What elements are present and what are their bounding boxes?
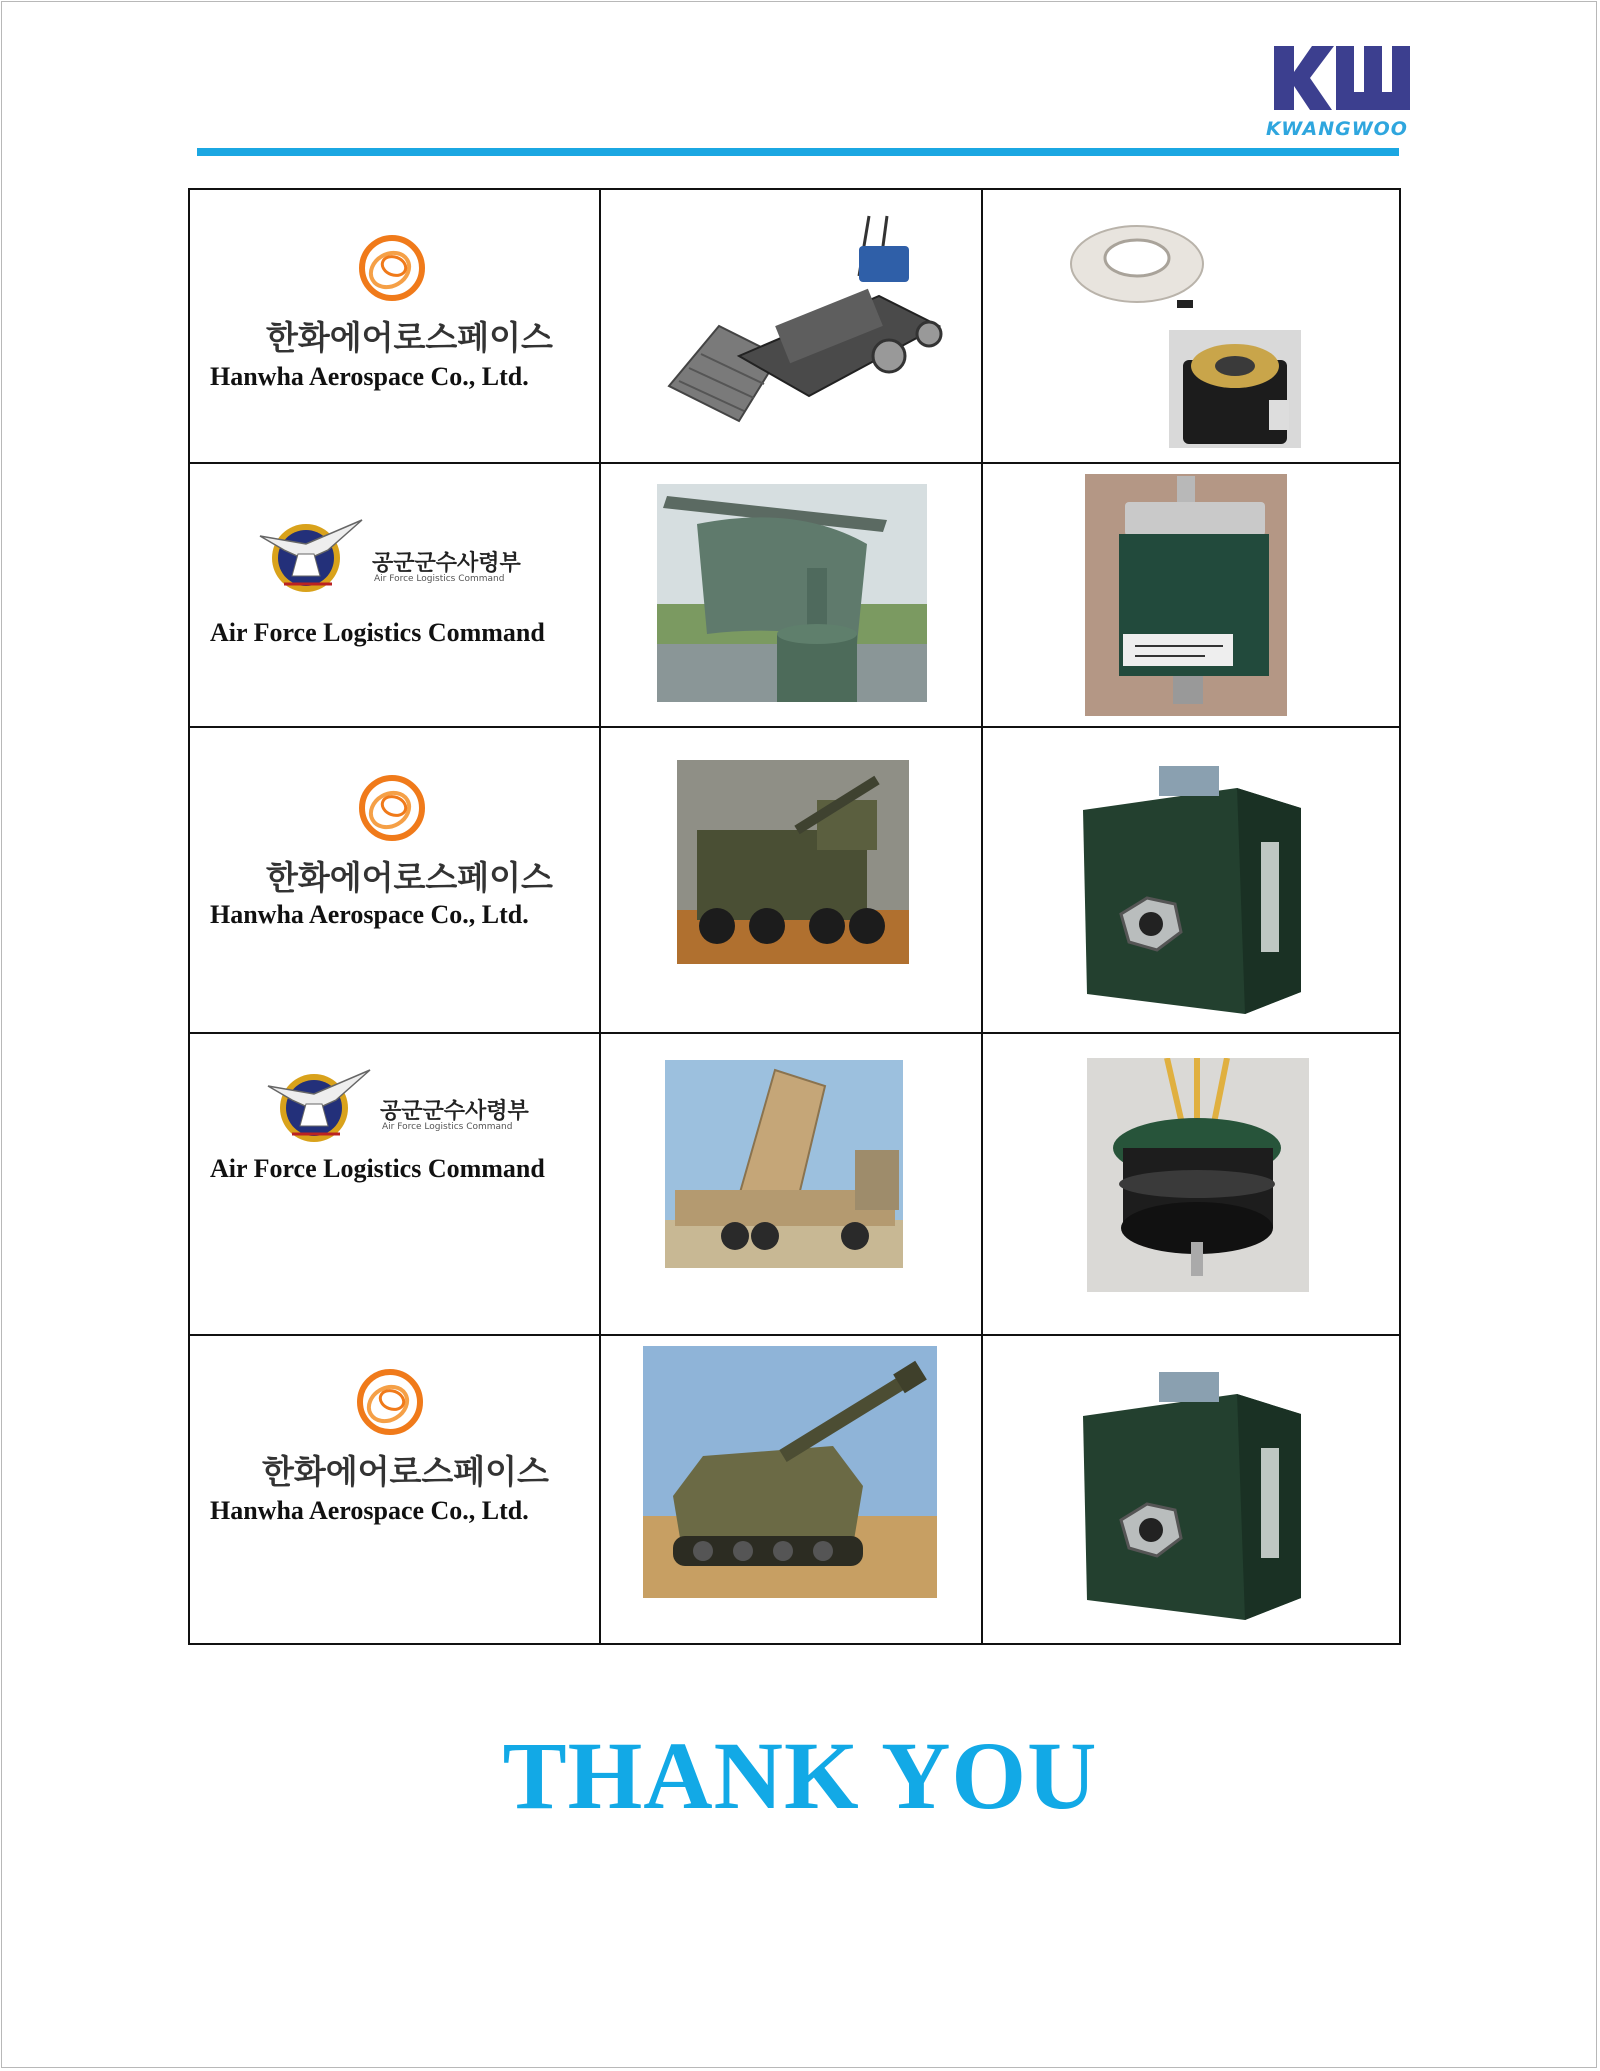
box-encoder-image [1077, 1358, 1307, 1624]
org-name: Hanwha Aerospace Co., Ltd. [210, 1496, 529, 1525]
system-image-cell [601, 190, 983, 462]
cylindrical-encoder-image [1085, 474, 1287, 716]
hanwha-logo-icon [356, 772, 430, 844]
org-korean-name: 한화에어로스페이스 [266, 858, 553, 897]
air-force-emblem-icon [258, 514, 368, 596]
system-image-cell [601, 464, 983, 726]
org-korean-subtitle: Air Force Logistics Command [374, 574, 505, 584]
org-korean-name: 한화에어로스페이스 [266, 318, 553, 357]
header-rule [197, 148, 1399, 156]
kw-logo-mark [1268, 42, 1416, 114]
missile-launcher-image [665, 1060, 903, 1268]
table-row [190, 1336, 1399, 1643]
kwangwoo-logo [1262, 40, 1417, 144]
org-cell [190, 1034, 601, 1334]
part-image-cell [983, 1336, 1399, 1643]
org-cell [190, 464, 601, 726]
org-cell [190, 728, 601, 1032]
customer-table [188, 188, 1401, 1645]
part-image-cell [983, 464, 1399, 726]
hanwha-logo-icon [354, 1366, 428, 1438]
org-name: Hanwha Aerospace Co., Ltd. [210, 900, 529, 929]
howitzer-image [643, 1346, 937, 1598]
slip-ring-image [1067, 214, 1207, 318]
org-korean-subtitle: Air Force Logistics Command [382, 1122, 513, 1132]
box-encoder-image [1077, 752, 1307, 1018]
org-korean-name: 한화에어로스페이스 [262, 1452, 549, 1491]
org-korean-name: 공군군수사령부 [380, 1099, 529, 1124]
org-cell [190, 1336, 601, 1643]
org-name: Hanwha Aerospace Co., Ltd. [210, 362, 529, 391]
system-image-cell [601, 728, 983, 1032]
system-image-cell [601, 1336, 983, 1643]
part-image-cell [983, 190, 1399, 462]
table-row [190, 1034, 1399, 1336]
part-image-cell [983, 1034, 1399, 1334]
system-image-cell [601, 1034, 983, 1334]
table-row [190, 728, 1399, 1034]
truck-gun-image [677, 760, 909, 964]
part-image-cell [983, 728, 1399, 1032]
table-row [190, 190, 1399, 464]
org-name: Air Force Logistics Command [210, 618, 545, 647]
table-row [190, 464, 1399, 728]
radar-antenna-image [657, 484, 927, 702]
encoder-image [1169, 330, 1301, 448]
org-name: Air Force Logistics Command [210, 1154, 545, 1183]
org-korean-name: 공군군수사령부 [372, 551, 521, 576]
org-cell [190, 190, 601, 462]
slip-ring-assembly-image [1087, 1058, 1309, 1292]
air-force-emblem-icon [266, 1064, 376, 1146]
hanwha-logo-icon [356, 232, 430, 304]
kwangwoo-wordmark: KWANGWOO [1266, 118, 1408, 140]
ground-vehicle-image [659, 206, 949, 448]
thank-you-heading: THANK YOU [502, 1722, 1098, 1829]
